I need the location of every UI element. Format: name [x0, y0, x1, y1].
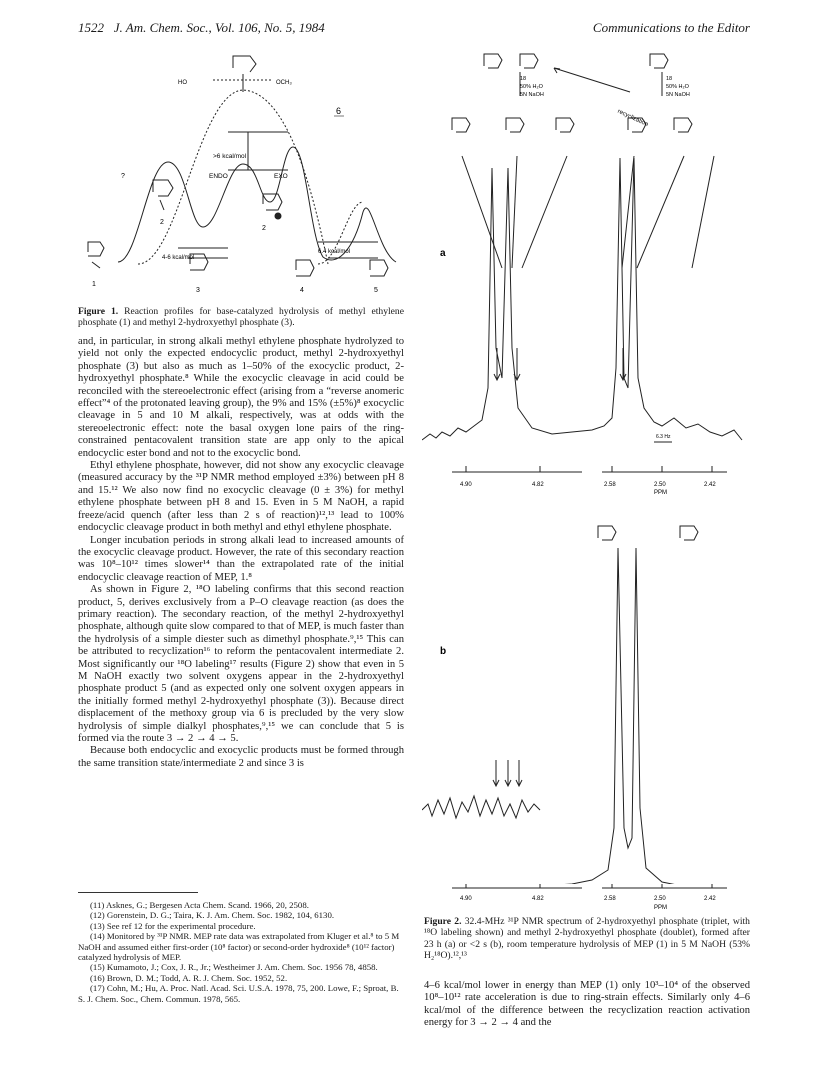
figure1-caption	[78, 306, 404, 329]
label-och3: OCH₃	[276, 80, 292, 86]
structure-2-center	[263, 194, 282, 219]
scheme-label-naoh-right: 5N NaOH	[666, 92, 690, 98]
compound-1: 1	[92, 281, 96, 288]
running-header	[78, 20, 750, 38]
label-ho: HO	[178, 80, 187, 86]
recyclization-label: recyclization	[616, 108, 649, 129]
scheme-label-naoh-left: 5N NaOH	[520, 92, 544, 98]
scheme-label-18-left: 18	[520, 76, 527, 82]
tick-b-4-82: 4.82	[532, 896, 544, 902]
label-exo: EXO	[274, 173, 288, 180]
ppm-label-b: PPM	[654, 905, 668, 911]
reference-list	[78, 900, 404, 1004]
structure-2-left	[153, 180, 173, 210]
spectrum-a-trace	[422, 158, 742, 440]
figure2-nmr-spectra	[422, 48, 762, 884]
reference-13: (13) See ref 12 for the experimental procedure.	[90, 920, 256, 931]
label-question: ?	[121, 173, 125, 180]
structure-5	[370, 260, 388, 276]
reference-17: (17) Cohn, M.; Hu, A. Proc. Natl. Acad. Sci. U.S.A. 1978, 75, 200. Lowe, F.; Sproat, B. S. J. Chem. Soc., Chem. Commun. 1978, 565.	[78, 983, 399, 1004]
journal-volume: Vol. 106, No. 5, 1984	[214, 20, 325, 35]
scheme-label-h2o-right: 50% H₂O	[666, 84, 689, 90]
tick-b-2-42: 2.42	[704, 896, 716, 902]
profile-curve-direct	[138, 90, 328, 264]
profile-curve-endo	[118, 162, 270, 262]
energy-label-left: 4-6 kcal/mol	[162, 255, 195, 261]
ppm-label-a: PPM	[654, 490, 668, 496]
paragraph-2: Ethyl ethylene phosphate, however, did not show any exocyclic cleavage (measured accuracy by the ³¹P NMR method employed ±3%) between pH 8 and 15.¹² We also now find no exocyclic cleavage (0 ± 3%) for methyl ethylene phosphate between pH 8 and 15. Even in 5 M NaOH, a rapid freeze/acid quench (after less than 2 s of reaction)¹²,¹³ lead to 100% endocyclic cleavage product in both methyl and ethyl ethylene phosphate.	[78, 460, 404, 534]
left-column-body	[78, 336, 404, 770]
scheme-structure-b-1	[598, 526, 616, 540]
figure2-caption-text: 32.4-MHz ³¹P NMR spectrum of 2-hydroxyethyl phosphate (triplet, with ¹⁸O labeling shown) and methyl 2-hydroxyethyl phosphate (doublet), formed after 23 h (a) or <2 s (b), room temperature hydrolysis of MEP (1) in 5 M NaOH (53% H₂¹⁸O).¹²,¹³	[424, 916, 750, 962]
figure2-axis-b	[422, 884, 762, 914]
scheme-label-18-right: 18	[666, 76, 673, 82]
reference-14: (14) Monitored by ³¹P NMR. MEP rate data was extrapolated from Kluger et al.⁸ to 5 M NaOH and assumed either first-order (10⁸ factor) or second-order hydroxide⁸ (10¹² factor) catalyzed hydrolysis of MEP.	[78, 931, 400, 963]
spectrum-b-noise	[422, 796, 540, 818]
compound-4: 4	[300, 287, 304, 294]
compound-3: 3	[196, 287, 200, 294]
reference-16: (16) Brown, D. M.; Todd, A. R. J. Chem. Soc. 1952, 52.	[90, 972, 288, 983]
label-6: 6	[336, 106, 342, 116]
compound-2-center: 2	[262, 225, 266, 232]
reference-12: (12) Gorenstein, D. G.; Taira, K. J. Am. Chem. Soc. 1982, 104, 6130.	[90, 910, 335, 921]
profile-curve-exo	[270, 147, 396, 262]
footnote-rule	[78, 892, 198, 893]
page-number: 1522	[78, 20, 104, 35]
reference-15: (15) Kumamoto, J.; Cox, J. R., Jr.; Westheimer J. Am. Chem. Soc. 1956 78, 4858.	[90, 962, 378, 973]
reference-11: (11) Asknes, G.; Bergesen Acta Chem. Scand. 1966, 20, 2508.	[90, 900, 309, 910]
right-paragraph: 4–6 kcal/mol lower in energy than MEP (1) only 10³–10⁴ of the observed 10⁸–10¹² rate acceleration is due to ring-strain effects. Similarly only 4–6 kcal/mol of the difference between the recyclization reaction activation energy for 3 → 2 → 4 and the	[424, 980, 750, 1029]
scheme-structure-mid-2	[506, 118, 524, 132]
label-endo: ENDO	[209, 173, 228, 180]
tick-b-2-58: 2.58	[604, 896, 616, 902]
figure2-caption-label: Figure 2.	[424, 916, 462, 927]
figure1-caption-text: Reaction profiles for base-catalyzed hydrolysis of methyl ethylene phosphate (1) and methyl 2-hydroxyethyl phosphate (3).	[78, 306, 404, 329]
compound-5: 5	[374, 287, 378, 294]
paragraph-4: As shown in Figure 2, ¹⁸O labeling confirms that this second reaction product, 5, derives exclusively from a P–O cleavage reaction (as does the primary reaction). The secondary reaction, of the methyl 2-hydroxyethyl phosphate, although quite slow compared to that of MEP, is much faster than the hydrolysis of a simple diester such as dimethyl phosphate.⁹,¹⁵ This can be attributed to recyclization¹⁶ to reform the pentacovalent intermediate 2. Most significantly our ¹⁸O labeling¹⁷ results (Figure 2) show that even in 5 M NaOH exactly two solvent oxygens appear in the 2-hydroxyethyl phosphate product 5 (and as expected only one solvent oxygen appears in the initially formed methyl 2-hydroxyethyl phosphate (3)). Because direct displacement of the methoxy group via 6 is precluded by the very slow hydrolysis of simple dialkyl phosphates,⁹,¹⁵ we can conclude that 5 is formed via the route 3 → 2 → 4 → 5.	[78, 584, 404, 744]
energy-label-right: 6.4 kcal/mol	[318, 249, 351, 255]
tick-a-2-58: 2.58	[604, 482, 616, 488]
figure1-energy-profile	[78, 52, 406, 304]
structure-1	[88, 242, 104, 268]
scheme-structure-top-right	[650, 54, 668, 68]
paragraph-3: Longer incubation periods in strong alkali lead to increased amounts of the exocyclic cleavage product. However, the rate of this secondary reaction was 10⁸–10¹² times slower¹⁴ than the extrapolated rate of the initial endocyclic cleavage reaction of MEP, 1.⁸	[78, 534, 404, 583]
tick-a-4-82: 4.82	[532, 482, 544, 488]
tick-b-2-50: 2.50	[654, 896, 666, 902]
scheme-structure-mid-5	[674, 118, 692, 132]
hz-marker-label: 6.3 Hz	[656, 434, 671, 440]
energy-label-top: >6 kcal/mol	[213, 153, 247, 160]
figure2-caption	[424, 916, 750, 962]
right-column-body	[424, 980, 750, 1030]
paragraph-5: Because both endocyclic and exocyclic products must be formed through the same transition state/intermediate 2 and since 3 is	[78, 745, 404, 769]
scheme-structure-mid-3	[556, 118, 574, 132]
scheme-label-h2o-left: 50% H₂O	[520, 84, 543, 90]
panel-a-label: a	[440, 248, 446, 259]
tick-a-2-42: 2.42	[704, 482, 716, 488]
scheme-structure-top-left	[484, 54, 538, 68]
scheme-structure-b-2	[680, 526, 698, 540]
tick-a-2-50: 2.50	[654, 482, 666, 488]
figure1-caption-label: Figure 1.	[78, 306, 119, 317]
tick-b-4-90: 4.90	[460, 896, 472, 902]
panel-b-label: b	[440, 646, 447, 657]
structure-4	[296, 260, 314, 276]
compound-2-left: 2	[160, 219, 164, 226]
paragraph-1: and, in particular, in strong alkali methyl ethylene phosphate hydrolyzed to yield not only the expected endocyclic product, methyl 2-hydroxyethyl phosphate (3) but also as much as 1–50% of the exocyclic product, 2-hydroxyethyl phosphate.⁸ While the exocyclic cleavage in acid could be reconciled with the stereoelectronic effect (arising from a “reverse anomeric effect”⁴ of the protonated leaving group), the 9% and 15% (±5%)⁸ exocyclic cleavage in 5 and 10 M alkali, respectively, was at odds with the stereoelectronic effect: note the basal oxygen lone pairs of the ring-constrained pentacovalent transition state are app only to the apical endocyclic ester bond and not to the exocyclic bond.	[78, 336, 404, 459]
scheme-structure-mid-1	[452, 118, 470, 132]
spectrum-b-trace	[422, 548, 742, 884]
section-title: Communications to the Editor	[592, 20, 750, 35]
tick-a-4-90: 4.90	[460, 482, 472, 488]
journal-name: J. Am. Chem. Soc.,	[113, 20, 212, 35]
